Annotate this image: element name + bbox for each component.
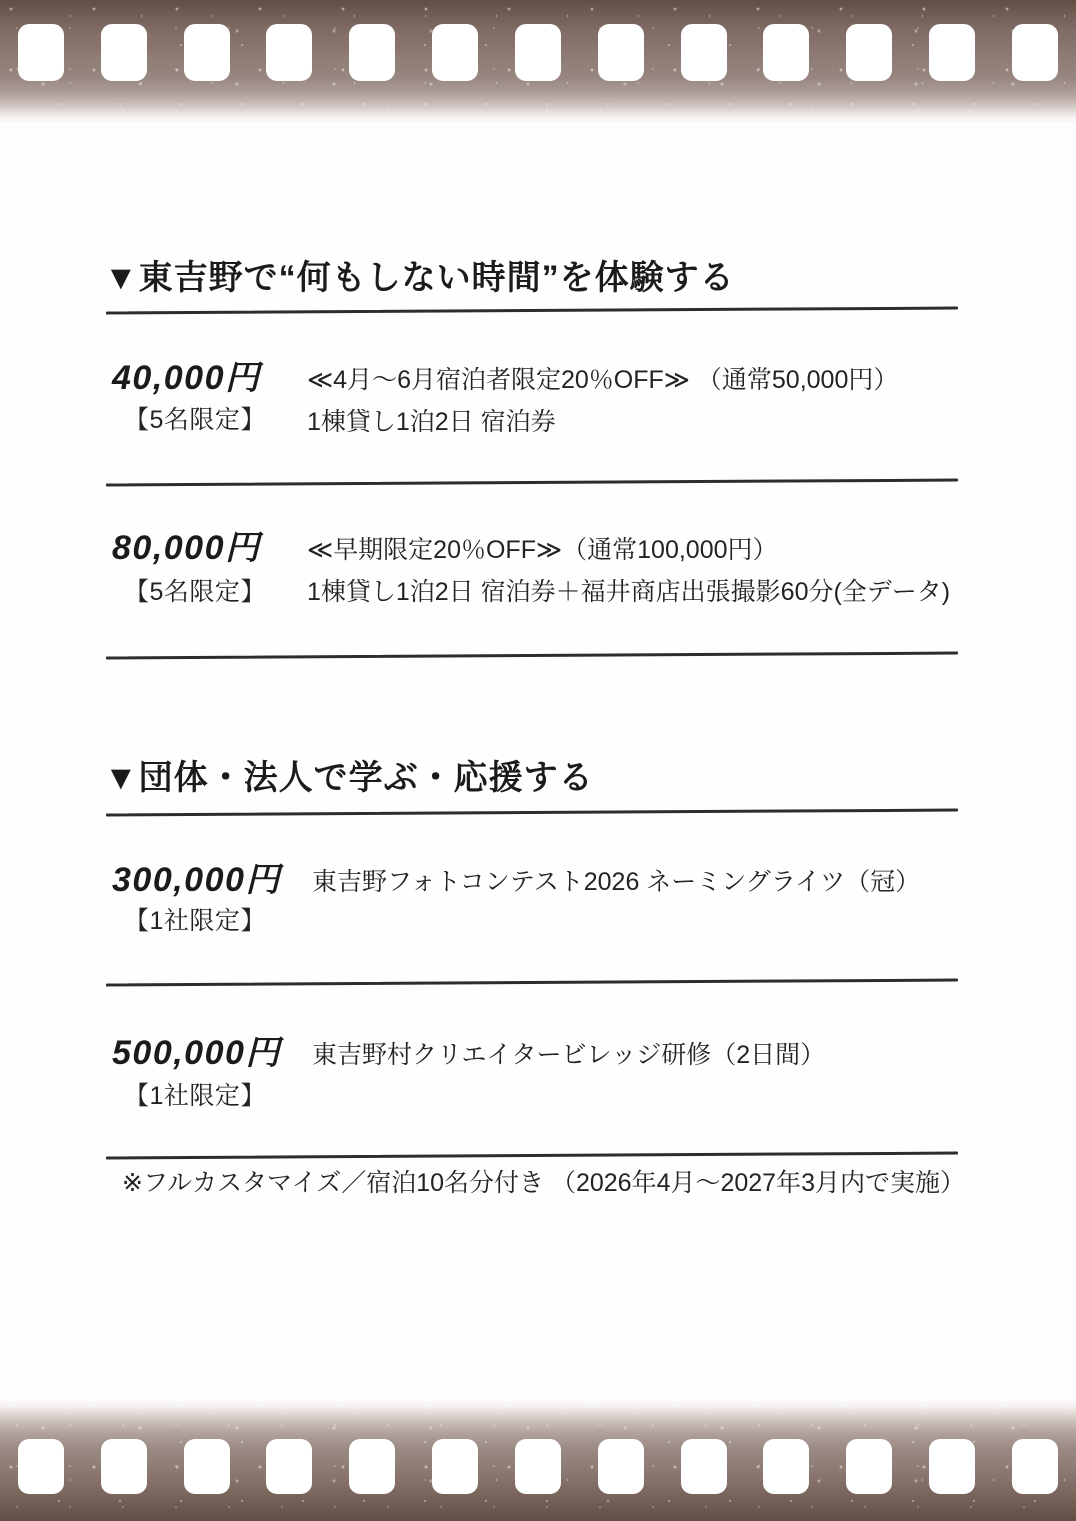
sprocket-hole: [432, 24, 478, 81]
sprocket-hole: [929, 24, 975, 81]
sprocket-hole: [266, 1439, 312, 1494]
sprocket-hole: [1012, 24, 1058, 81]
item-2-description-line-2: 1棟貸し1泊2日 宿泊券＋福井商店出張撮影60分(全データ): [307, 578, 951, 606]
sprocket-hole: [266, 24, 312, 81]
sprocket-hole: [846, 1439, 892, 1494]
sprocket-hole: [101, 1439, 147, 1494]
sprocket-hole: [763, 24, 809, 81]
item-2-description-line-1: ≪早期限定20％OFF≫（通常100,000円）: [307, 536, 778, 564]
sprocket-hole: [349, 1439, 395, 1494]
item-2-description: [307, 529, 950, 613]
item-3-description-line-1: 東吉野フォトコンテスト2026 ネーミングライツ（冠）: [312, 868, 921, 896]
item-1-limit: 【5名限定】: [124, 406, 266, 434]
film-holes-top: [0, 24, 1076, 81]
film-holes-bottom: [0, 1439, 1076, 1494]
film-strip-top: [0, 0, 1076, 124]
sprocket-hole: [432, 1439, 478, 1494]
section-2-heading: ▼団体・法人で学ぶ・応援する: [104, 759, 594, 797]
item-1-description: [307, 359, 898, 443]
sprocket-hole: [763, 1439, 809, 1494]
sprocket-hole: [1012, 1439, 1058, 1494]
sprocket-hole: [681, 24, 727, 81]
sprocket-hole: [846, 24, 892, 81]
item-4-description-line-1: 東吉野村クリエイタービレッジ研修（2日間）: [312, 1041, 826, 1069]
divider: [106, 479, 958, 486]
item-2-limit: 【5名限定】: [124, 578, 266, 606]
sprocket-hole: [101, 24, 147, 81]
sprocket-hole: [515, 24, 561, 81]
sprocket-hole: [18, 24, 64, 81]
sprocket-hole: [598, 24, 644, 81]
item-3-price: 300,000円: [112, 861, 281, 899]
section-1-heading: ▼東吉野で“何もしない時間”を体験する: [104, 259, 735, 297]
sprocket-hole: [18, 1439, 64, 1494]
item-1-price: 40,000円: [112, 359, 261, 397]
sprocket-hole: [598, 1439, 644, 1494]
item-1-description-line-2: 1棟貸し1泊2日 宿泊券: [307, 408, 556, 436]
item-2-price: 80,000円: [112, 529, 261, 567]
item-1-description-line-1: ≪4月～6月宿泊者限定20％OFF≫ （通常50,000円）: [307, 366, 899, 394]
divider: [106, 979, 958, 986]
sprocket-hole: [184, 24, 230, 81]
footnote: ※フルカスタマイズ／宿泊10名分付き （2026年4月～2027年3月内で実施）: [122, 1169, 965, 1197]
item-4-price: 500,000円: [112, 1034, 281, 1072]
divider: [106, 307, 958, 314]
item-4-limit: 【1社限定】: [124, 1082, 266, 1110]
item-3-limit: 【1社限定】: [124, 907, 266, 935]
item-4-description: [312, 1034, 825, 1076]
sprocket-hole: [184, 1439, 230, 1494]
film-strip-bottom: [0, 1397, 1076, 1521]
divider: [106, 652, 958, 659]
item-3-description: [312, 861, 920, 903]
sprocket-hole: [929, 1439, 975, 1494]
sprocket-hole: [349, 24, 395, 81]
sprocket-hole: [515, 1439, 561, 1494]
divider: [106, 1152, 958, 1159]
sprocket-hole: [681, 1439, 727, 1494]
divider: [106, 809, 958, 816]
